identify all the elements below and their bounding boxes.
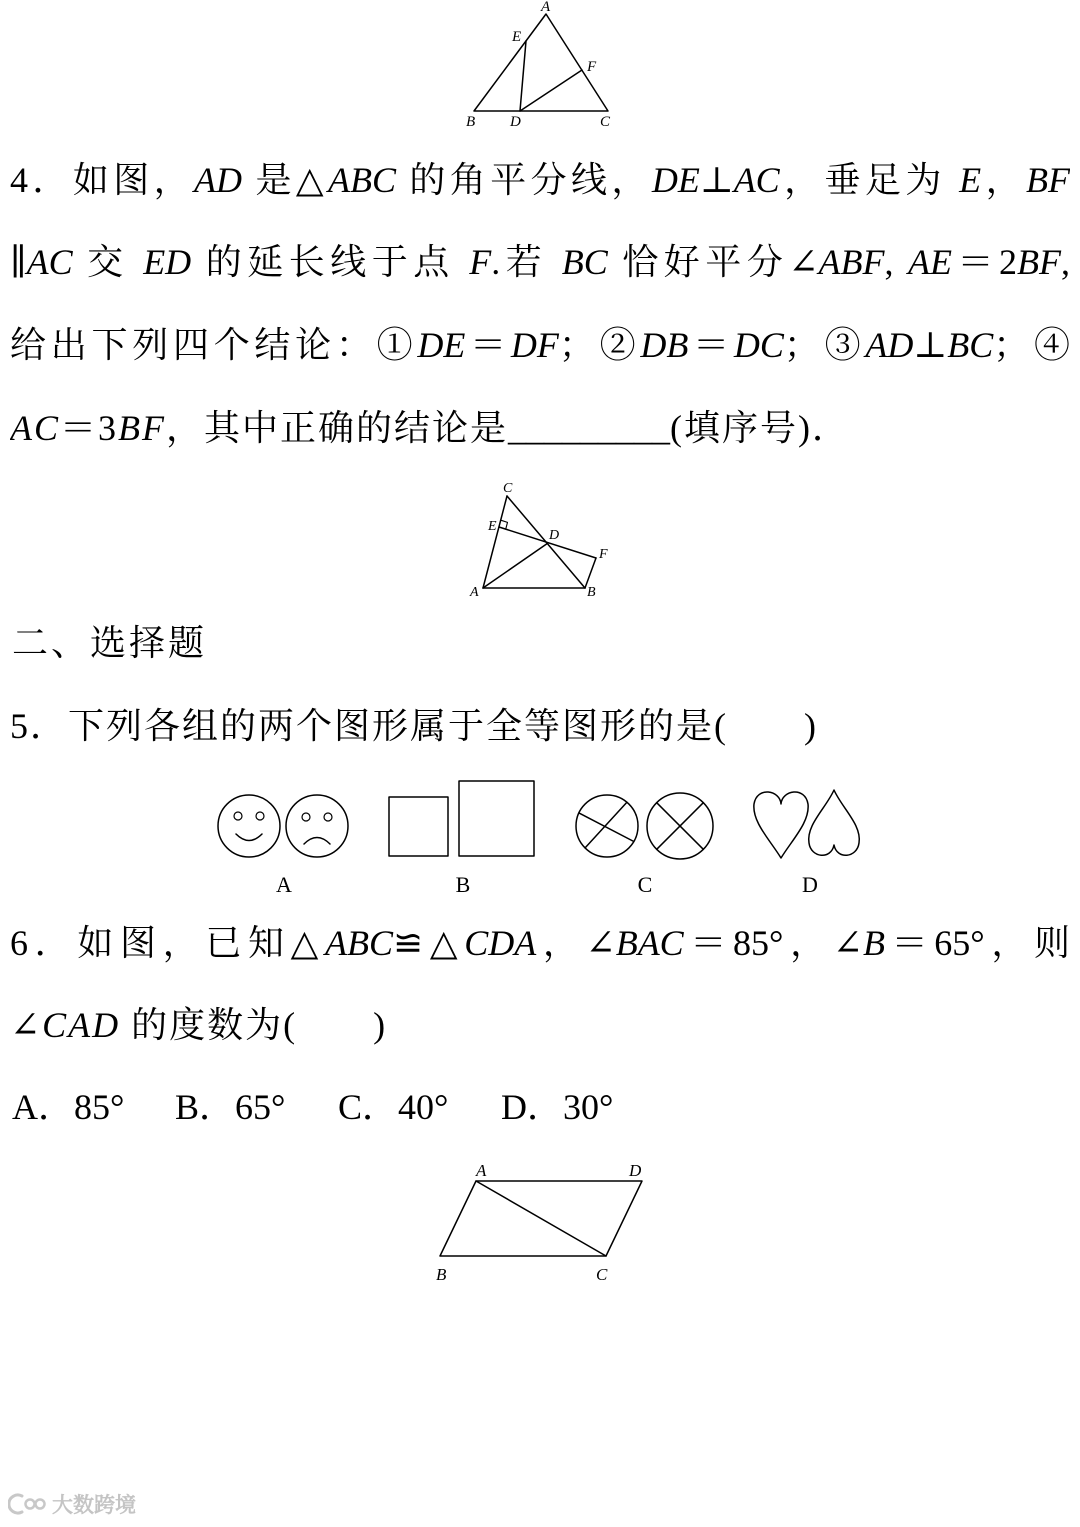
- math-variable: ED: [143, 242, 192, 282]
- sad-mouth: [304, 838, 330, 845]
- text-run: ，其中正确的结论是: [166, 408, 509, 448]
- q6-figure: [425, 1155, 660, 1285]
- option-b-shapes: [389, 781, 534, 856]
- point-label-e: E: [488, 519, 497, 534]
- q6-option-a: A．85°: [12, 1087, 125, 1127]
- text-run: 的度数为( ): [120, 1005, 388, 1045]
- text-run: ，∠: [536, 923, 616, 963]
- math-variable: AC: [26, 242, 73, 282]
- q6-line-1: [10, 921, 1070, 965]
- sad-right-eye: [324, 813, 332, 821]
- math-variable: AC: [733, 160, 780, 200]
- large-square: [459, 781, 534, 856]
- math-variable: BF: [118, 408, 167, 448]
- point-label-e: E: [512, 29, 522, 45]
- q6-option-d: D．30°: [501, 1087, 614, 1127]
- text-run: ；④: [993, 325, 1070, 365]
- math-variable: AD: [194, 160, 243, 200]
- q4-line-2: [10, 240, 1070, 284]
- text-run: 的角平分线，: [395, 160, 652, 200]
- sad-face-icon: [286, 795, 348, 857]
- chord-2: [585, 802, 627, 848]
- text-run: ；②: [558, 325, 641, 365]
- math-variable: ABC: [325, 923, 394, 963]
- point-label-b: B: [466, 114, 476, 130]
- inverted-heart-icon: [809, 790, 860, 855]
- q4-figure: [462, 474, 618, 602]
- text-run: ,: [884, 242, 908, 282]
- text-run: ⊥: [913, 325, 948, 365]
- smiley-left-eye: [234, 812, 242, 820]
- small-square: [389, 797, 448, 856]
- math-variable: B: [862, 923, 885, 963]
- math-variable: ABC: [327, 160, 396, 200]
- math-variable: BC: [561, 242, 608, 282]
- point-label-d: D: [510, 114, 521, 130]
- answer-blank: _________: [508, 408, 671, 448]
- option-label-a: A: [276, 872, 292, 897]
- math-variable: AD: [865, 325, 914, 365]
- text-run: 的延长线于点: [191, 242, 470, 282]
- math-variable: BC: [947, 325, 994, 365]
- math-variable: CAD: [42, 1005, 121, 1045]
- q6-options: [12, 1085, 1072, 1129]
- q4-line-4: [10, 406, 1070, 450]
- math-variable: AE: [908, 242, 952, 282]
- text-run: .若: [491, 242, 562, 282]
- section-heading: 二、选择题: [12, 623, 208, 663]
- q6-option-c: C．40°: [338, 1087, 449, 1127]
- math-variable: DB: [640, 325, 689, 365]
- q4-line-1: [10, 158, 1070, 202]
- text-run: 交: [72, 242, 144, 282]
- math-variable: DE: [651, 160, 700, 200]
- text-run: ＝: [688, 325, 734, 365]
- text-run: 4．如图，: [10, 160, 195, 200]
- heart-icon: [754, 792, 808, 858]
- point-label-b: B: [587, 585, 596, 600]
- text-run: ＝2: [951, 242, 1017, 282]
- smiley-right-eye: [256, 812, 264, 820]
- math-variable: DF: [510, 325, 559, 365]
- math-variable: BF: [1017, 242, 1061, 282]
- point-label-d: D: [629, 1161, 642, 1180]
- point-label-a: A: [476, 1161, 487, 1180]
- text-run: ＝: [465, 325, 511, 365]
- math-variable: E: [959, 160, 982, 200]
- point-label-f: F: [587, 59, 597, 75]
- segment-df: [520, 70, 582, 111]
- watermark-logo-icon: [8, 1491, 46, 1517]
- option-a-shapes: [218, 795, 348, 857]
- math-variable: ABF: [818, 242, 885, 282]
- math-variable: F: [469, 242, 492, 282]
- segment-ed: [520, 41, 526, 111]
- text-run: ，: [981, 160, 1026, 200]
- math-variable: DE: [417, 325, 466, 365]
- text-run: ,: [1060, 242, 1070, 282]
- math-variable: AC: [10, 408, 61, 448]
- q5-options-figure: [210, 772, 870, 898]
- math-variable: DC: [733, 325, 784, 365]
- point-label-c: C: [503, 481, 513, 496]
- q4-line-3: [10, 323, 1070, 367]
- q6-line-2: [10, 1003, 1070, 1047]
- smiley-face-icon: [218, 795, 280, 857]
- text-run: ，垂足为: [779, 160, 960, 200]
- segment-ef: [499, 527, 596, 558]
- q6-option-b: B．65°: [175, 1087, 286, 1127]
- watermark-text: 大数跨境: [52, 1493, 136, 1517]
- point-label-d: D: [549, 528, 560, 543]
- text-run: ＝3: [60, 408, 119, 448]
- point-label-c: C: [596, 1265, 608, 1284]
- chord-1: [579, 813, 634, 842]
- option-label-c: C: [637, 872, 653, 897]
- point-label-f: F: [599, 547, 608, 562]
- text-run: 6．如图，已知△: [10, 923, 326, 963]
- point-label-b: B: [436, 1265, 447, 1284]
- text-run: ∠: [10, 1005, 43, 1045]
- text-run: 给出下列四个结论：①: [10, 325, 418, 365]
- segment-bf: [585, 558, 596, 588]
- smiley-mouth: [236, 834, 262, 841]
- q5-stem: 5．下列各组的两个图形属于全等图形的是( ): [10, 706, 818, 746]
- math-variable: BF: [1025, 160, 1070, 200]
- text-run: ；③: [783, 325, 866, 365]
- parallel-symbol: ∥: [10, 242, 27, 282]
- watermark: [8, 1488, 158, 1520]
- sad-left-eye: [302, 813, 310, 821]
- text-run: ⊥: [699, 160, 734, 200]
- text-run: 恰好平分∠: [607, 242, 819, 282]
- text-run: (填序号)．: [670, 408, 851, 448]
- math-variable: BAC: [615, 923, 684, 963]
- option-label-d: D: [802, 872, 818, 897]
- triangle-figure-top: [455, 0, 625, 132]
- math-variable: CDA: [464, 923, 537, 963]
- option-d-shapes: [754, 790, 859, 858]
- point-label-c: C: [600, 114, 611, 130]
- option-c-shapes: [576, 793, 713, 859]
- diagonal-ac: [476, 1181, 606, 1256]
- text-run: ＝65°，则: [884, 923, 1070, 963]
- text-run: 是△: [242, 160, 328, 200]
- text-run: ＝85°，∠: [683, 923, 863, 963]
- point-label-a: A: [470, 585, 479, 600]
- point-label-a: A: [541, 0, 551, 15]
- text-run: ≌△: [393, 923, 465, 963]
- option-label-b: B: [455, 872, 471, 897]
